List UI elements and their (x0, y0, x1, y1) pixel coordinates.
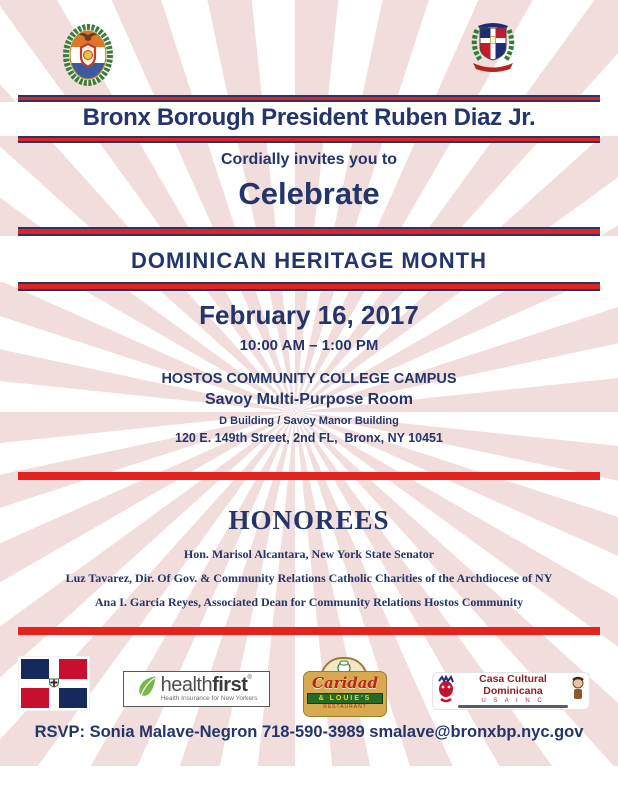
rsvp-line: RSVP: Sonia Malave-Negron 718-590-3989 smalave@bronxbp.nyc.gov (34, 723, 584, 741)
event-address: 120 E. 149th Street, 2nd FL, Bronx, NY 10451 (175, 431, 443, 445)
event-venue: HOSTOS COMMUNITY COLLEGE CAMPUS (161, 371, 457, 387)
red-bar-4 (18, 282, 600, 291)
event-room: Savoy Multi-Purpose Room (204, 391, 414, 408)
bronx-borough-seal-icon (62, 18, 114, 91)
red-bar-2 (18, 136, 600, 143)
honorees-heading: HONOREES (228, 505, 390, 535)
invite-line: Cordially invites you to (220, 151, 398, 168)
event-building: D Building / Savoy Manor Building (219, 415, 399, 427)
casa-cultural-sub: U S A I N C (481, 698, 545, 705)
caridad-wordmark: Caridad (312, 674, 378, 692)
healthfirst-tagline: Health Insurance for New Yorkers (160, 695, 258, 703)
dominican-coat-of-arms-icon (466, 18, 520, 81)
casa-cultural-underline (458, 705, 568, 708)
caridad-louies-strip: & LOUIE'S (307, 693, 383, 704)
honoree-line: Hon. Marisol Alcantara, New York State Senator (183, 547, 435, 561)
event-date: February 16, 2017 (199, 300, 419, 330)
celebrate-heading: Celebrate (238, 176, 380, 211)
dominican-flag-icon (18, 656, 90, 716)
event-time: 10:00 AM – 1:00 PM (239, 337, 379, 354)
honoree-line: Ana I. Garcia Reyes, Associated Dean for Community Relations Hostos Community (94, 595, 524, 609)
red-bar-3 (18, 227, 600, 236)
red-bar-5 (18, 472, 600, 480)
caridad-louies-logo (303, 657, 385, 717)
event-title: DOMINICAN HERITAGE MONTH (130, 248, 488, 273)
casa-carnival-mask-icon (436, 675, 456, 708)
healthfirst-leaf-icon (136, 673, 158, 705)
casa-figure-icon (570, 676, 586, 707)
caridad-small-text: RESTAURANT (323, 704, 367, 710)
honoree-line: Luz Tavarez, Dir. Of Gov. & Community Relations Catholic Charities of the Archdiocese of NY (65, 571, 553, 585)
casa-cultural-logo (432, 672, 590, 710)
casa-cultural-title: Casa Cultural Dominicana (479, 672, 547, 697)
healthfirst-logo (123, 671, 270, 707)
page-title: Bronx Borough President Ruben Diaz Jr. (82, 104, 536, 131)
red-bar-1 (18, 95, 600, 102)
healthfirst-wordmark: healthfirst® (160, 674, 252, 697)
red-bar-6 (18, 627, 600, 635)
